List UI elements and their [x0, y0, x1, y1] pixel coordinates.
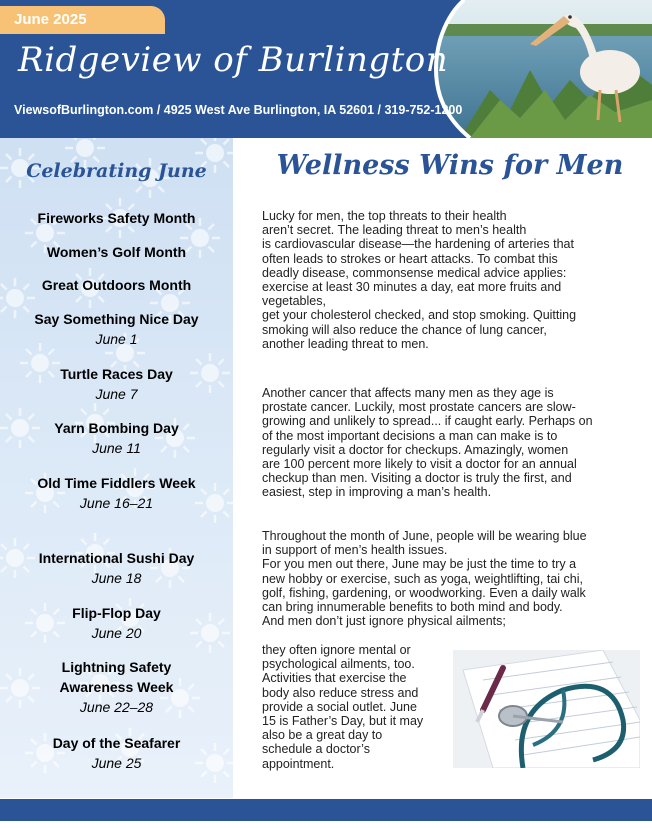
- text-line: schedule a doctor’s: [262, 742, 370, 757]
- text-line: body also reduce stress and: [262, 685, 419, 700]
- text-line: Lucky for men, the top threats to their health: [262, 209, 507, 223]
- event-item: [0, 364, 233, 404]
- sidebar-title: Celebrating June: [26, 160, 207, 182]
- event-name: Yarn Bombing Day: [54, 420, 179, 436]
- event-name: Turtle Races Day: [60, 366, 173, 382]
- text-line: are 100 percent more likely to visit a doctor for an annual: [262, 457, 577, 472]
- issue-date: June 2025: [14, 11, 87, 28]
- text-line: smoking will also reduce the chance of lung cancer,: [262, 322, 547, 337]
- text-line: often leads to strokes or heart attacks. To combat this: [262, 251, 558, 266]
- event-date: June 20: [91, 625, 142, 641]
- event-name: Day of the Seafarer: [52, 735, 181, 751]
- text-line: golf, fishing, gardening, or woodworking. Even a daily walk: [262, 585, 586, 600]
- address-line: ViewsofBurlington.com / 4925 West Ave Burlington, IA 52601 / 319-752-1200: [14, 103, 463, 117]
- event-item: [0, 473, 233, 513]
- text-line: in support of men’s health issues.: [262, 543, 448, 558]
- event-item: [0, 548, 233, 588]
- article-title: Wellness Wins for Men: [276, 150, 624, 181]
- text-line: 15 is Father’s Day, but it may: [262, 714, 424, 729]
- event-item: [0, 275, 233, 295]
- pelican-photo: [430, 0, 652, 138]
- text-line: easiest, step in improving a man’s health.: [262, 485, 492, 500]
- text-line: get your cholesterol checked, and stop smoking. Quitting: [262, 308, 577, 323]
- event-date: June 18: [91, 570, 142, 586]
- masthead: [0, 0, 652, 138]
- text-line: vegetables,: [262, 294, 326, 309]
- text-line: provide a social outlet. June: [262, 699, 417, 714]
- event-item: [0, 208, 233, 228]
- event-date: June 22–28: [79, 699, 154, 715]
- event-date: June 7: [95, 386, 138, 402]
- event-name: Women’s Golf Month: [46, 244, 187, 260]
- event-name: Great Outdoors Month: [41, 277, 192, 293]
- celebrating-sidebar: [0, 138, 233, 798]
- stethoscope-photo: [453, 650, 640, 768]
- text-line: Activities that exercise the: [262, 671, 407, 686]
- text-line: they often ignore mental or: [262, 643, 411, 657]
- event-date: June 25: [91, 755, 142, 771]
- event-name: Old Time Fiddlers Week: [37, 475, 196, 491]
- text-line: also be a great day to: [262, 728, 383, 743]
- text-line: is cardiovascular disease—the hardening of arteries that: [262, 237, 574, 252]
- article-paragraph-2: [262, 386, 593, 500]
- text-line: new hobby or exercise, such as yoga, weightlifting, tai chi,: [262, 571, 584, 586]
- text-line: regularly visit a doctor for checkups. Amazingly, women: [262, 442, 569, 457]
- text-line: can bring innumerable benefits to both mind and body.: [262, 600, 563, 615]
- footer-bar: [0, 799, 652, 821]
- text-line: Another cancer that affects many men as they age is: [262, 386, 554, 400]
- event-item: [0, 242, 233, 262]
- event-item: [0, 309, 233, 349]
- article-paragraph-3-wrap: [262, 643, 423, 771]
- event-name: Say Something Nice Day: [34, 311, 199, 327]
- text-line: appointment.: [262, 756, 335, 771]
- event-date: June 16–21: [79, 495, 154, 511]
- text-line: aren’t secret. The leading threat to men’s health: [262, 223, 527, 238]
- text-line: deadly disease, commonsense medical advice applies:: [262, 265, 567, 280]
- event-name: Lightning Safety: [61, 659, 172, 675]
- text-line: of the most important decisions a man can make is to: [262, 428, 558, 443]
- event-name: International Sushi Day: [38, 550, 195, 566]
- text-line: And men don’t just ignore physical ailments;: [262, 614, 506, 629]
- event-item: [0, 603, 233, 643]
- event-name: Flip-Flop Day: [72, 605, 161, 621]
- article-paragraph-3: [262, 529, 587, 628]
- text-line: growing and unlikely to spread... if caught early. Perhaps on: [262, 414, 593, 429]
- event-item: [0, 657, 233, 717]
- text-line: Throughout the month of June, people will be wearing blue: [262, 529, 587, 543]
- event-item: [0, 418, 233, 458]
- text-line: another leading threat to men.: [262, 336, 429, 351]
- article-paragraph-1: [262, 209, 576, 351]
- event-item: [0, 733, 233, 773]
- text-line: exercise at least 30 minutes a day, eat more fruits and: [262, 280, 562, 295]
- text-line: For you men out there, June may be just the time to try a: [262, 557, 577, 572]
- event-date: June 11: [92, 440, 141, 456]
- newsletter-title: Ridgeview of Burlington: [18, 40, 449, 80]
- text-line: prostate cancer. Luckily, most prostate cancers are slow-: [262, 400, 576, 415]
- text-line: checkup than men. Visiting a doctor is truly the first, and: [262, 471, 572, 486]
- event-name: Fireworks Safety Month: [37, 210, 196, 226]
- event-name-line2: Awareness Week: [59, 679, 174, 695]
- text-line: psychological ailments, too.: [262, 657, 415, 672]
- event-date: June 1: [95, 331, 138, 347]
